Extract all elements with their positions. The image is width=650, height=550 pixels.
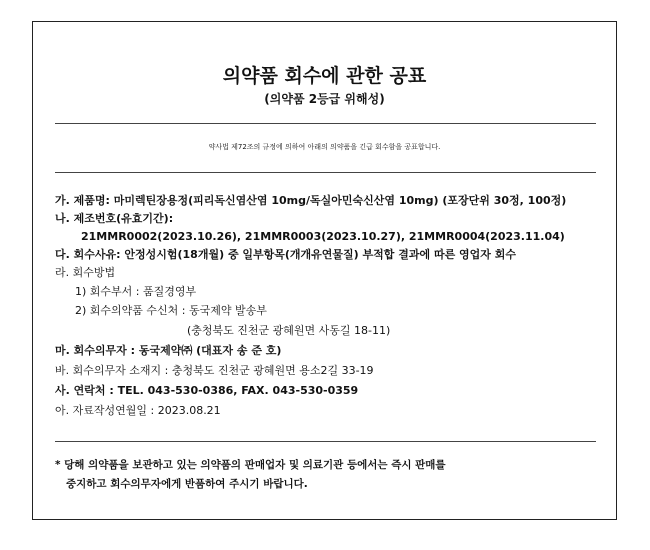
notice-title: 의약품 회수에 관한 공표 — [222, 65, 427, 87]
recall-reason: 다. 회수사유: 안정성시험(18개월) 중 일부항목(개개유연물질) 부적합 결과에 따른 영업자 회수 — [55, 248, 516, 261]
notice-frame — [32, 21, 617, 520]
divider — [55, 172, 596, 173]
recall-method-label: 라. 회수방법 — [55, 266, 116, 279]
receiver-address: (충청북도 진천군 광혜원면 사동길 18-11) — [187, 324, 391, 337]
document-date: 아. 자료작성연월일 : 2023.08.21 — [55, 404, 221, 417]
recall-method-department: 1) 회수부서 : 품질경영부 — [75, 285, 197, 298]
contact-info: 사. 연락처 : TEL. 043-530-0386, FAX. 043-530-0359 — [55, 384, 359, 397]
intro-text: 약사법 제72조의 규정에 의하여 아래의 의약품을 긴급 회수함을 공표합니다. — [208, 143, 441, 151]
obligor-address: 바. 회수의무자 소재지 : 충청북도 진천군 광혜원면 용소2길 33-19 — [55, 364, 374, 377]
product-name: 가. 제품명: 마미렉틴장용정(피리독신염산염 10mg/독실아민숙신산염 10mg) (포장단위 30정, 100정) — [55, 194, 567, 207]
notice-subtitle: (의약품 2등급 위해성) — [264, 92, 385, 106]
divider — [55, 441, 596, 442]
footnote-line-1: * 당해 의약품을 보관하고 있는 의약품의 판매업자 및 의료기관 등에서는 즉시 판매를 — [55, 459, 446, 471]
lot-label: 나. 제조번호(유효기간): — [55, 212, 174, 225]
divider — [55, 123, 596, 124]
footnote-line-2: 중지하고 회수의무자에게 반품하여 주시기 바랍니다. — [66, 478, 308, 490]
recall-obligor: 마. 회수의무자 : 동국제약㈜ (대표자 송 준 호) — [55, 344, 282, 357]
recall-method-receiver: 2) 회수의약품 수신처 : 동국제약 발송부 — [75, 304, 267, 317]
lot-values: 21MMR0002(2023.10.26), 21MMR0003(2023.10.27), 21MMR0004(2023.11.04) — [81, 230, 565, 243]
